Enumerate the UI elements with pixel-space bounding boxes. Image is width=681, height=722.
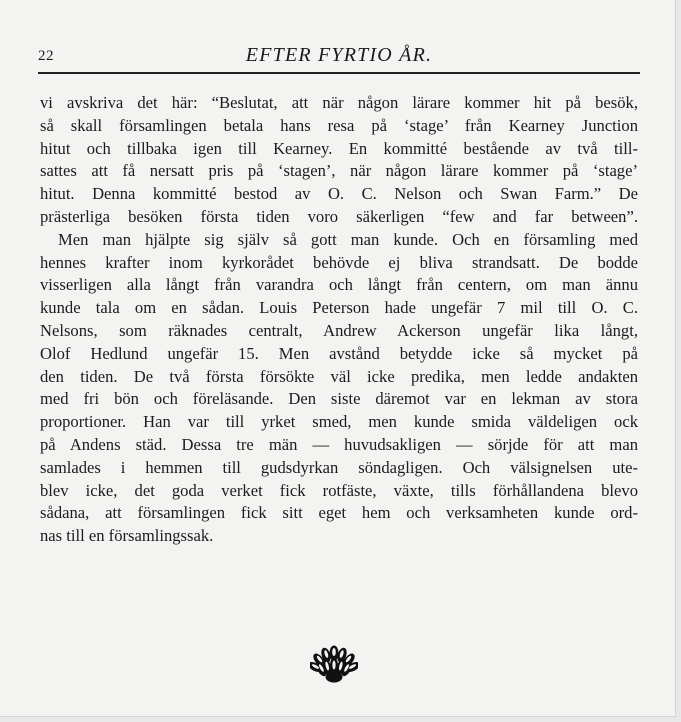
- text-line: den tiden. De två första försökte väl icke predika, men ledde andakten: [40, 366, 638, 386]
- running-title: EFTER FYRTIO ÅR.: [245, 44, 433, 66]
- text-line: med fri bön och föreläsande. Den siste däremot var en lekman av stora: [40, 389, 638, 409]
- text-line: hennes krafter inom kyrkorådet behövde ej bliva strandsatt. De bodde: [40, 252, 638, 272]
- text-line: Men man hjälpte sig själv så gott man kunde. Och en församling med: [58, 229, 638, 249]
- text-line: proportioner. Han var till yrket smed, men kunde smida väldeligen ock: [40, 412, 638, 432]
- header-rule: [38, 72, 640, 74]
- text-line: vi avskriva det här: “Beslutat, att när någon lärare kommer hit på besök,: [40, 93, 638, 112]
- lotus-flower-ornament-icon: [310, 644, 358, 684]
- text-line: sådana, att församlingen fick sitt eget hem och verksamheten kunde ord-: [40, 503, 638, 523]
- text-line: nas till en församlingssak.: [40, 526, 214, 546]
- text-line: sattes att få nersatt pris på ‘stagen’, när någon lärare kommer på ‘stage’: [40, 161, 638, 181]
- running-head: [38, 44, 640, 70]
- page-number: 22: [38, 48, 54, 64]
- paragraph-1: [40, 92, 638, 229]
- text-line: kunde tala om en sådan. Louis Peterson hade ungefär 7 mil till O. C.: [40, 298, 638, 318]
- text-line: hitut och tillbaka igen till Kearney. En kommitté bestående av två till-: [40, 138, 638, 158]
- text-line: samlades i hemmen till gudsdyrkan söndagligen. Och välsignelsen ute-: [40, 457, 638, 477]
- body-text: [40, 92, 638, 548]
- text-line: Nelsons, som räknades centralt, Andrew Ackerson ungefär lika långt,: [40, 320, 638, 340]
- text-line: på Andens städ. Dessa tre män — huvudsakligen — sörjde för att man: [40, 434, 638, 454]
- text-line: prästerliga besöken första tiden voro säkerligen “few and far between”.: [40, 206, 638, 226]
- text-line: blev icke, det goda verket fick rotfäste, växte, tills förhållandena blevo: [40, 480, 638, 500]
- text-line: hitut. Denna kommitté bestod av O. C. Nelson och Swan Farm.” De: [40, 184, 638, 204]
- text-line: visserligen alla långt från varandra och långt från centern, om man ännu: [40, 275, 638, 295]
- text-line: så skall församlingen betala hans resa på ‘stage’ från Kearney Junction: [40, 115, 638, 135]
- paragraph-2: [40, 229, 638, 548]
- text-line: Olof Hedlund ungefär 15. Men avstånd betydde icke så mycket på: [40, 343, 638, 363]
